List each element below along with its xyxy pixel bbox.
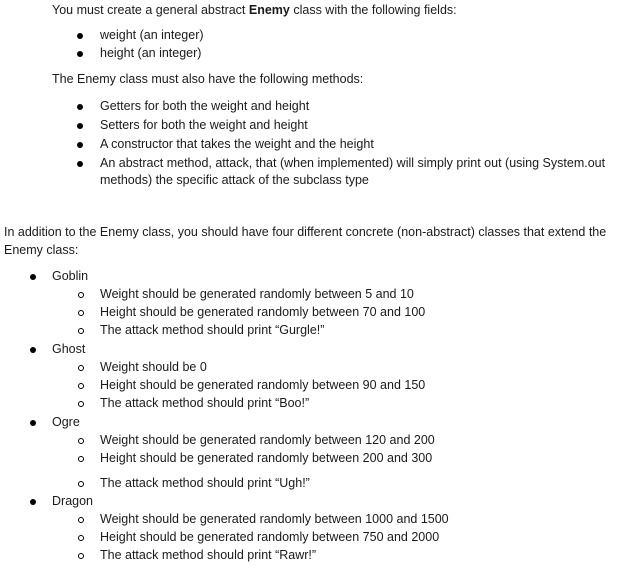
bullet-icon xyxy=(77,104,83,110)
class-detail-item: Height should be generated randomly between 70 and 100 xyxy=(100,305,426,319)
bullet-icon xyxy=(77,123,83,129)
circle-bullet-icon xyxy=(78,553,84,559)
methods-heading: The Enemy class must also have the following methods: xyxy=(52,72,364,86)
bullet-icon xyxy=(30,274,36,280)
class-detail-item: Weight should be generated randomly between 1000 and 1500 xyxy=(100,512,449,526)
bullet-icon xyxy=(30,420,36,426)
class-detail-item: Weight should be generated randomly between 120 and 200 xyxy=(100,433,435,447)
class-detail-item: Height should be generated randomly between 750 and 2000 xyxy=(100,530,440,544)
bullet-icon xyxy=(77,33,83,39)
class-detail-item: The attack method should print “Gurgle!” xyxy=(100,323,325,337)
circle-bullet-icon xyxy=(78,310,84,316)
bullet-icon xyxy=(30,499,36,505)
method-item: Getters for both the weight and height xyxy=(100,99,310,113)
circle-bullet-icon xyxy=(78,401,84,407)
class-name-ogre: Ogre xyxy=(52,415,80,429)
circle-bullet-icon xyxy=(78,517,84,523)
circle-bullet-icon xyxy=(78,481,84,487)
method-item-continued: methods) the specific attack of the subclass type xyxy=(100,173,369,187)
bullet-icon xyxy=(77,51,83,57)
bullet-icon xyxy=(77,142,83,148)
circle-bullet-icon xyxy=(78,535,84,541)
method-item: An abstract method, attack, that (when implemented) will simply print out (using System.out xyxy=(100,156,606,170)
class-name-goblin: Goblin xyxy=(52,269,89,283)
class-detail-item: Weight should be generated randomly between 5 and 10 xyxy=(100,287,414,301)
enemy-class-name: Enemy xyxy=(248,3,290,17)
intro-text-pre: You must create a general abstract xyxy=(52,3,249,17)
circle-bullet-icon xyxy=(78,383,84,389)
circle-bullet-icon xyxy=(78,328,84,334)
class-name-dragon: Dragon xyxy=(52,494,93,508)
class-detail-item: The attack method should print “Boo!” xyxy=(100,396,310,410)
field-item: height (an integer) xyxy=(100,46,202,60)
concrete-intro-line: In addition to the Enemy class, you should have four different concrete (non-abstract) classes that extend the xyxy=(4,225,607,239)
class-name-ghost: Ghost xyxy=(52,342,86,356)
class-detail-item: Height should be generated randomly between 90 and 150 xyxy=(100,378,426,392)
class-detail-item: The attack method should print “Rawr!” xyxy=(100,548,317,562)
bullet-icon xyxy=(30,347,36,353)
class-detail-item: Weight should be 0 xyxy=(100,360,207,374)
concrete-intro-line: Enemy class: xyxy=(4,243,79,257)
circle-bullet-icon xyxy=(78,365,84,371)
method-item: A constructor that takes the weight and the height xyxy=(100,137,374,151)
bullet-icon xyxy=(77,161,83,167)
circle-bullet-icon xyxy=(78,292,84,298)
circle-bullet-icon xyxy=(78,456,84,462)
intro-line xyxy=(52,1,457,19)
field-item: weight (an integer) xyxy=(100,28,204,42)
circle-bullet-icon xyxy=(78,438,84,444)
intro-text-post: class with the following fields: xyxy=(289,3,457,17)
method-item: Setters for both the weight and height xyxy=(100,118,308,132)
class-detail-item: The attack method should print “Ugh!” xyxy=(100,476,310,490)
class-detail-item: Height should be generated randomly between 200 and 300 xyxy=(100,451,433,465)
